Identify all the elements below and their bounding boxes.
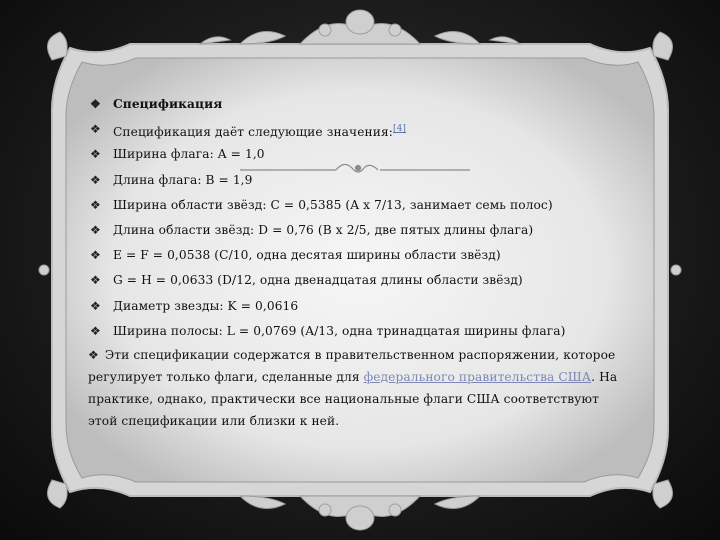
item-text: Диаметр звезды: K = 0,0616	[113, 298, 299, 313]
diamond-flower-bullet-icon: ❖	[90, 172, 101, 187]
diamond-flower-bullet-icon: ❖	[90, 97, 101, 111]
bullet-item	[88, 268, 628, 293]
item-text: Ширина флага: A = 1,0	[113, 147, 265, 162]
item-text: Длина области звёзд: D = 0,76 (B x 2/5, две пятых длины флага)	[113, 222, 534, 237]
diamond-flower-bullet-icon: ❖	[90, 147, 101, 162]
diamond-flower-bullet-icon: ❖	[88, 347, 99, 362]
item-text: Спецификация даёт следующие значения:	[113, 125, 393, 140]
bullet-item	[88, 218, 628, 243]
bullet-title	[88, 92, 628, 117]
item-text: Ширина полосы: L = 0,0769 (A/13, одна тринадцатая ширины флага)	[113, 323, 566, 338]
diamond-flower-bullet-icon: ❖	[90, 122, 101, 137]
item-text: Ширина области звёзд: C = 0,5385 (A x 7/13, занимает семь полос)	[113, 197, 553, 212]
bullet-item	[88, 193, 628, 218]
reference-link[interactable]: [4]	[392, 124, 407, 135]
bottom-flourish	[240, 496, 480, 530]
bullet-item	[88, 142, 628, 167]
item-text: G = H = 0,0633 (D/12, одна двенадцатая длины области звёзд)	[113, 273, 523, 288]
diamond-flower-bullet-icon: ❖	[90, 273, 101, 288]
title-text: Спецификация	[113, 97, 223, 111]
diamond-flower-bullet-icon: ❖	[90, 222, 101, 237]
diamond-flower-bullet-icon: ❖	[90, 298, 101, 313]
paragraph-text-after: . На практике, однако, практически все национальные флаги США соответствуют этой спецификации или близки к ней.	[88, 369, 618, 428]
bullet-item	[88, 243, 628, 268]
bullet-item	[88, 168, 628, 193]
diamond-flower-bullet-icon: ❖	[90, 248, 101, 263]
item-text: E = F = 0,0538 (C/10, одна десятая ширины области звёзд)	[113, 248, 501, 263]
slide-content	[88, 92, 628, 432]
bullet-paragraph	[88, 344, 628, 432]
bullet-item	[88, 294, 628, 319]
bullet-item	[88, 117, 628, 142]
federal-government-link[interactable]: федерального правительства США	[363, 369, 592, 384]
diamond-flower-bullet-icon: ❖	[90, 197, 101, 212]
top-flourish	[200, 10, 520, 44]
paragraph-text-before: Эти спецификации содержатся в правительственном распоряжении, которое регулирует только флаги, сделанные для	[88, 347, 616, 384]
bullet-item	[88, 319, 628, 344]
diamond-flower-bullet-icon: ❖	[90, 323, 101, 338]
item-text: Длина флага: B = 1,9	[113, 172, 253, 187]
